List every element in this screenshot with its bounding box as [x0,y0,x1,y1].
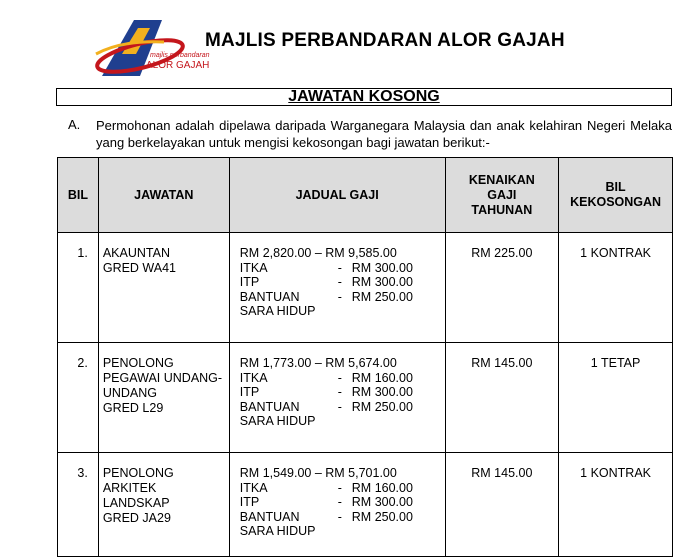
header-jawatan: JAWATAN [98,158,229,233]
job-title: PENOLONG ARKITEK LANDSKAP GRED JA29 [98,453,229,557]
allowance-bantuan: BANTUAN - RM 250.00 [239,509,413,524]
header-bil-kekosongan: BIL KEKOSONGAN [559,158,673,233]
annual-increment: RM 225.00 [445,233,559,343]
salary-schedule [229,453,445,557]
allowance-itka: ITKA - RM 160.00 [239,480,413,495]
salary-schedule [229,233,445,343]
allowance-bantuan: BANTUAN - RM 250.00 [239,399,413,414]
table-header-row [58,158,673,233]
intro-paragraph: Permohonan adalah dipelawa daripada Warganegara Malaysia dan anak kelahiran Negeri Melaka yang berkelayakan untuk mengisi kekosongan bagi jawatan berikut:- [96,118,672,150]
logo-caption-big: ALOR GAJAH [146,60,210,71]
header-kenaikan-gaji: KENAIKAN GAJI TAHUNAN [445,158,559,233]
allowance-itp: ITP - RM 300.00 [239,385,413,399]
council-logo [92,14,202,84]
organization-title: MAJLIS PERBANDARAN ALOR GAJAH [205,30,565,51]
header-jadual-gaji: JADUAL GAJI [229,158,445,233]
salary-range: RM 1,773.00 – RM 5,674.00 [239,356,397,370]
row-number: 3. [58,453,99,557]
job-title: PENOLONG PEGAWAI UNDANG- UNDANG GRED L29 [98,343,229,453]
salary-schedule [229,343,445,453]
allowance-tail: SARA HIDUP [239,304,316,318]
vacancy-count: 1 TETAP [559,343,673,453]
row-number: 2. [58,343,99,453]
salary-range: RM 1,549.00 – RM 5,701.00 [239,466,397,480]
job-title: AKAUNTAN GRED WA41 [98,233,229,343]
vacancy-banner [56,88,672,106]
allowance-tail: SARA HIDUP [239,524,316,538]
annual-increment: RM 145.00 [445,343,559,453]
table-row [58,453,673,557]
annual-increment: RM 145.00 [445,453,559,557]
row-number: 1. [58,233,99,343]
table-row [58,233,673,343]
section-letter: A. [68,117,81,132]
vacancy-count: 1 KONTRAK [559,233,673,343]
allowance-tail: SARA HIDUP [239,414,316,428]
logo-caption-small: majlis perbandaran [150,52,210,59]
vacancy-table [57,157,673,557]
vacancy-count: 1 KONTRAK [559,453,673,557]
salary-range: RM 2,820.00 – RM 9,585.00 [239,246,397,260]
table-row [58,343,673,453]
vacancy-banner-text: JAWATAN KOSONG [288,88,440,105]
header-bil: BIL [58,158,99,233]
allowance-itp: ITP - RM 300.00 [239,495,413,509]
allowance-itka: ITKA - RM 160.00 [239,370,413,385]
allowance-bantuan: BANTUAN - RM 250.00 [239,289,413,304]
allowance-itka: ITKA - RM 300.00 [239,260,413,275]
council-logo-emblem [92,14,202,84]
allowance-itp: ITP - RM 300.00 [239,275,413,289]
